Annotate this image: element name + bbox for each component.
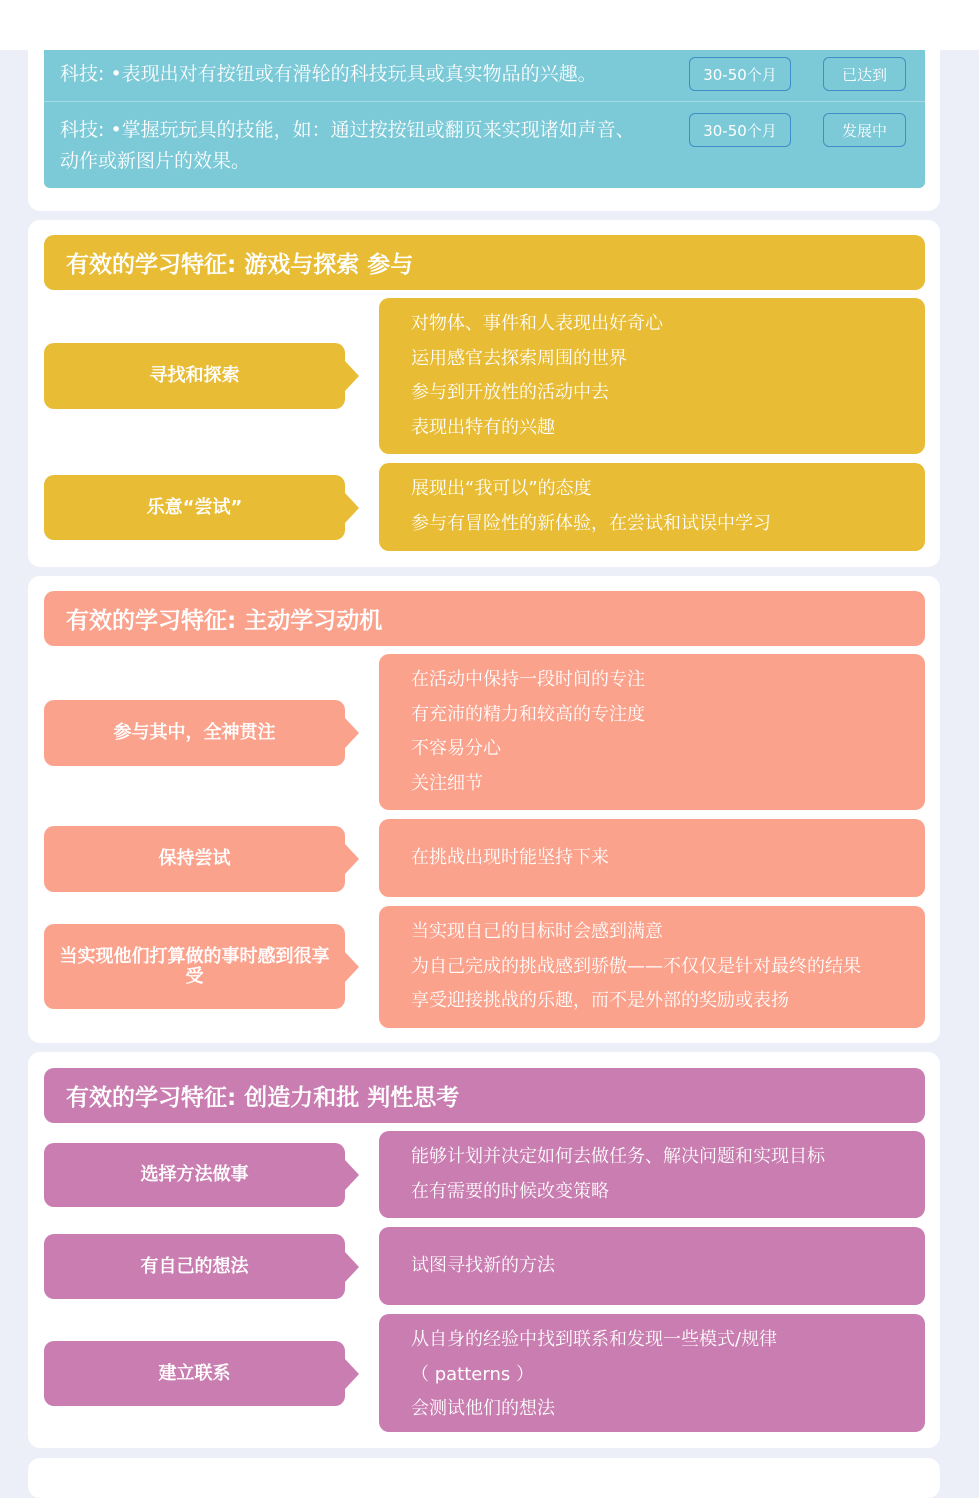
tech-item-text: 科技: •掌握玩玩具的技能，如：通过按按钮或翻页来实现诸如声音、动作或新图片的效果。 xyxy=(60,119,635,172)
characteristic-label-text: 当实现他们打算做的事时感到很享受 xyxy=(59,945,330,987)
characteristic-label-text: 选择方法做事 xyxy=(140,1164,249,1185)
description-line: 不容易分心 xyxy=(411,738,501,760)
description-line: 从自身的经验中找到联系和发现一些模式/规律 xyxy=(411,1329,778,1350)
arrow-icon xyxy=(345,493,359,523)
characteristic-description xyxy=(379,298,925,454)
characteristic-description xyxy=(379,1314,925,1432)
section-title: 有效的学习特征: 创造力和批 判性思考 xyxy=(44,1068,925,1123)
description-line: 为自己完成的挑战感到骄傲——不仅仅是针对最终的结果 xyxy=(411,955,861,977)
description-line: 在挑战出现时能坚持下来 xyxy=(411,847,609,868)
description-line: 试图寻找新的方法 xyxy=(411,1255,555,1276)
characteristic-description xyxy=(379,463,925,551)
divider xyxy=(44,101,925,102)
characteristic-description xyxy=(379,1131,925,1218)
tech-item-text: 科技: •表现出对有按钮或有滑轮的科技玩具或真实物品的兴趣。 xyxy=(60,63,597,85)
status-badge: 发展中 xyxy=(823,113,906,147)
arrow-icon xyxy=(345,1359,359,1389)
description-line: 表现出特有的兴趣 xyxy=(411,417,555,439)
arrow-icon xyxy=(345,952,359,982)
description-line: 在有需要的时候改变策略 xyxy=(411,1180,609,1202)
tech-item xyxy=(44,55,925,99)
characteristic-label xyxy=(44,1341,345,1406)
description-line: 参与有冒险性的新体验，在尝试和试误中学习 xyxy=(411,512,771,534)
age-range-badge: 30-50个月 xyxy=(689,57,791,91)
description-line: 当实现自己的目标时会感到满意 xyxy=(411,921,663,942)
description-line: 能够计划并决定如何去做任务、解决问题和实现目标 xyxy=(411,1146,825,1167)
arrow-icon xyxy=(345,361,359,391)
characteristic-label-text: 有自己的想法 xyxy=(140,1255,249,1277)
description-line: 参与到开放性的活动中去 xyxy=(411,382,609,404)
characteristic-description xyxy=(379,819,925,897)
arrow-icon xyxy=(345,1160,359,1190)
characteristic-label xyxy=(44,343,345,409)
arrow-icon xyxy=(345,718,359,748)
characteristic-label xyxy=(44,475,345,540)
arrow-icon xyxy=(345,844,359,874)
section-title: 有效的学习特征: 游戏与探索 参与 xyxy=(44,235,925,290)
characteristic-label-text: 乐意“尝试” xyxy=(146,496,243,518)
description-line: 享受迎接挑战的乐趣，而不是外部的奖励或表扬 xyxy=(411,990,789,1012)
characteristic-label-text: 建立联系 xyxy=(158,1362,231,1384)
description-line: 有充沛的精力和较高的专注度 xyxy=(411,703,645,725)
description-line: 在活动中保持一段时间的专注 xyxy=(411,669,645,690)
arrow-icon xyxy=(345,1252,359,1282)
next-section-card xyxy=(28,1458,940,1498)
description-line: 对物体、事件和人表现出好奇心 xyxy=(411,313,663,334)
characteristic-label-text: 保持尝试 xyxy=(158,848,231,869)
section-title: 有效的学习特征: 主动学习动机 xyxy=(44,591,925,646)
description-line: 关注细节 xyxy=(411,773,483,795)
characteristic-description xyxy=(379,1227,925,1305)
characteristic-label xyxy=(44,1234,345,1299)
description-line: （ patterns ） xyxy=(411,1363,534,1385)
characteristic-description xyxy=(379,654,925,810)
characteristic-label-text: 参与其中，全神贯注 xyxy=(113,722,276,743)
description-line: 运用感官去探索周围的世界 xyxy=(411,347,627,369)
tech-item xyxy=(44,111,925,181)
characteristic-label-text: 寻找和探索 xyxy=(149,365,240,386)
characteristic-label xyxy=(44,826,345,892)
description-line: 展现出“我可以”的态度 xyxy=(411,478,592,499)
age-range-badge: 30-50个月 xyxy=(689,113,791,147)
characteristic-description xyxy=(379,906,925,1028)
status-badge: 已达到 xyxy=(823,57,906,91)
characteristic-label xyxy=(44,700,345,766)
description-line: 会测试他们的想法 xyxy=(411,1398,555,1420)
characteristic-label xyxy=(44,924,345,1009)
characteristic-label xyxy=(44,1143,345,1207)
